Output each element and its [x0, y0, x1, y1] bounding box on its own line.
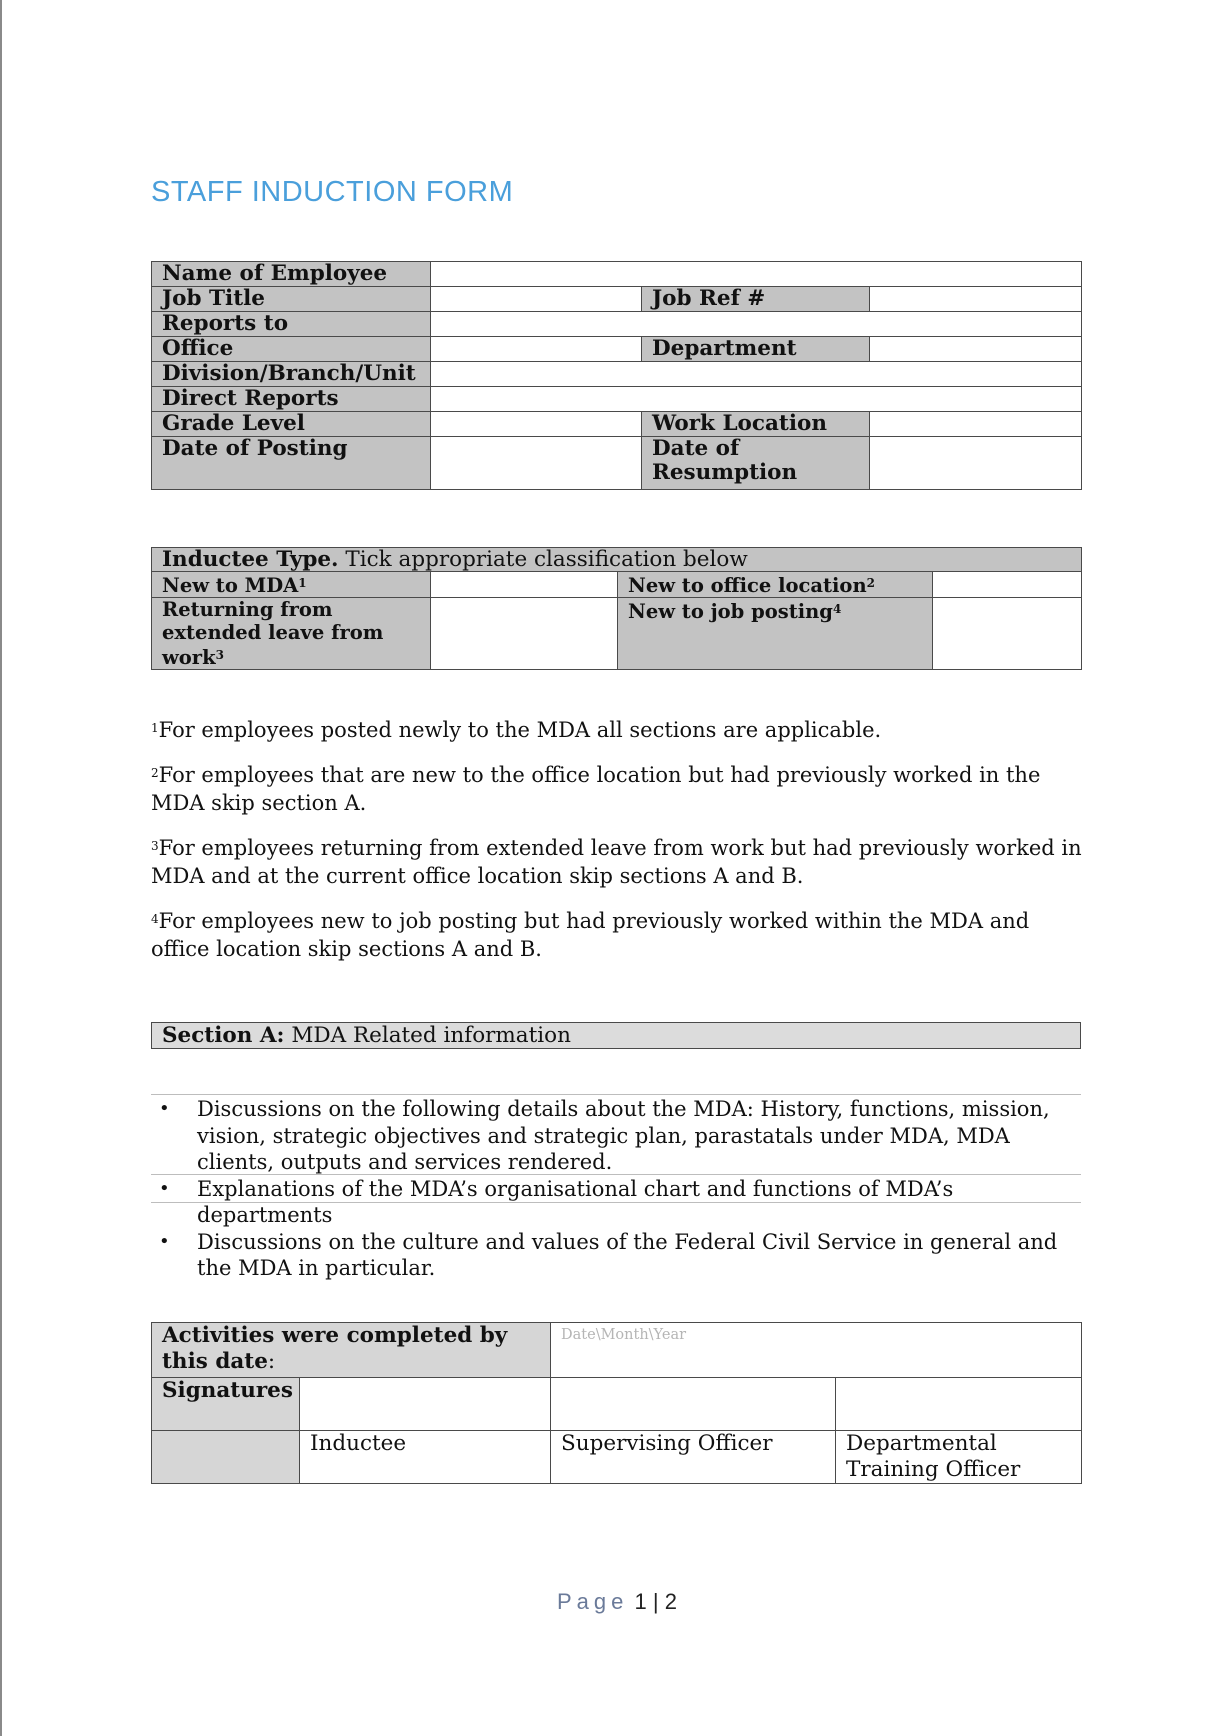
section-a-header: [151, 1022, 1081, 1049]
bullet-icon: •: [159, 1177, 170, 1199]
list-item: • Discussions on the culture and values of the Federal Civil Service in general and the MDA in particular.: [151, 1229, 1081, 1282]
job-title-label: Job Title: [152, 287, 431, 312]
signoff-table: [151, 1322, 1082, 1484]
reports-to-field[interactable]: [431, 312, 1082, 337]
footnotes: [151, 714, 1091, 978]
inductee-type-header: [152, 548, 1082, 572]
job-ref-label: Job Ref #: [642, 287, 870, 312]
new-to-office-label: New to office location$^2$: [618, 572, 933, 598]
name-of-employee-label: Name of Employee: [152, 262, 431, 287]
job-title-field[interactable]: [431, 287, 642, 312]
bullet-icon: •: [159, 1230, 170, 1252]
inductee-type-heading: Inductee Type.: [162, 547, 339, 572]
inductee-signature-field[interactable]: [300, 1378, 551, 1431]
work-location-label: Work Location: [642, 412, 870, 437]
department-field[interactable]: [870, 337, 1082, 362]
date-of-posting-label: Date of Posting: [152, 437, 431, 490]
inductee-type-instruction: Tick appropriate classification below: [345, 547, 748, 572]
division-field[interactable]: [431, 362, 1082, 387]
training-officer-signature-field[interactable]: [836, 1378, 1082, 1431]
direct-reports-field[interactable]: [431, 387, 1082, 412]
page-edge: [0, 0, 2, 1736]
footnote-1: $^1$For employees posted newly to the MDA all sections are applicable.: [151, 718, 882, 742]
completed-by-label: Activities were completed by this date:: [152, 1323, 551, 1378]
grade-level-field[interactable]: [431, 412, 642, 437]
list-item: • Discussions on the following details about the MDA: History, functions, mission, vision, strategic objectives and strategic plan, parastatals under MDA, MDA clients, outputs and services rendered.: [151, 1096, 1081, 1176]
supervising-officer-signature-field[interactable]: [551, 1378, 836, 1431]
new-to-job-checkbox[interactable]: [933, 598, 1082, 670]
inductee-type-table: [151, 547, 1082, 670]
list-item: • Explanations of the MDA’s organisational chart and functions of MDA’s departments: [151, 1176, 1081, 1229]
training-officer-label: Departmental Training Officer: [836, 1431, 1082, 1484]
job-ref-field[interactable]: [870, 287, 1082, 312]
direct-reports-label: Direct Reports: [152, 387, 431, 412]
footnote-mark-3: 3: [215, 648, 224, 662]
date-of-posting-field[interactable]: [431, 437, 642, 490]
department-label: Department: [642, 337, 870, 362]
section-a-list: [151, 1096, 1081, 1282]
office-label: Office: [152, 337, 431, 362]
signatures-label: Signatures: [152, 1378, 300, 1431]
division-label: Division/Branch/Unit: [152, 362, 431, 387]
new-to-mda-checkbox[interactable]: [431, 572, 618, 598]
footnote-2: $^2$For employees that are new to the office location but had previously worked in the MDA skip section A.: [151, 763, 1041, 815]
footnote-mark-4: 4: [832, 602, 842, 616]
divider: [151, 1094, 1081, 1095]
footnote-3: $^3$For employees returning from extended leave from work but had previously worked in MDA and at the current office location skip sections A and B.: [151, 836, 1082, 888]
office-field[interactable]: [431, 337, 642, 362]
completion-date-field[interactable]: Date\Month\Year: [551, 1323, 1082, 1378]
name-of-employee-field[interactable]: [431, 262, 1082, 287]
bullet-icon: •: [159, 1098, 170, 1119]
date-of-resumption-label: Date of Resumption: [642, 437, 870, 490]
form-title: STAFF INDUCTION FORM: [151, 176, 514, 208]
footnote-mark-2: 2: [866, 576, 875, 590]
returning-label: Returning from extended leave from work$^3$: [152, 598, 431, 670]
employee-details-table: [151, 261, 1082, 490]
returning-checkbox[interactable]: [431, 598, 618, 670]
work-location-field[interactable]: [870, 412, 1082, 437]
grade-level-label: Grade Level: [152, 412, 431, 437]
blank-cell: [152, 1431, 300, 1484]
date-of-resumption-field[interactable]: [870, 437, 1082, 490]
footnote-mark-1: 1: [298, 576, 307, 590]
footnote-4: $^4$For employees new to job posting but had previously worked within the MDA and office location skip sections A and B.: [151, 909, 1030, 961]
reports-to-label: Reports to: [152, 312, 431, 337]
page-number: Page 1 | 2: [557, 1589, 677, 1614]
new-to-mda-label: New to MDA$^1$: [152, 572, 431, 598]
inductee-label: Inductee: [300, 1431, 551, 1484]
supervising-officer-label: Supervising Officer: [551, 1431, 836, 1484]
new-to-office-checkbox[interactable]: [933, 572, 1082, 598]
section-a-title: Section A: MDA Related information: [152, 1023, 1081, 1049]
new-to-job-label: New to job posting$^4$: [618, 598, 933, 670]
